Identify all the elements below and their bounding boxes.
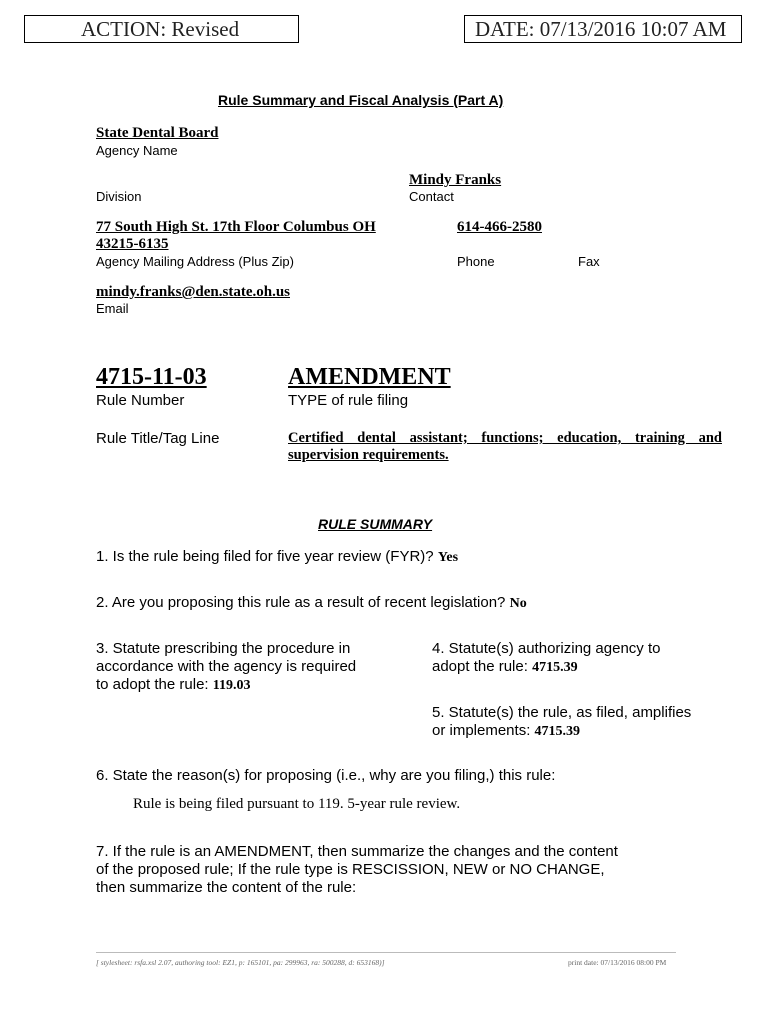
rule-title-line2: supervision requirements.: [288, 447, 449, 463]
question-7-line3: then summarize the content of the rule:: [96, 879, 357, 896]
question-4-line2: adopt the rule:: [432, 658, 528, 675]
rule-type-value: AMENDMENT: [288, 364, 451, 390]
rule-title-line1: Certified dental assistant; functions; education, training and: [288, 430, 722, 446]
question-1: [96, 548, 458, 567]
rule-type-label: TYPE of rule filing: [288, 392, 409, 409]
rule-title-label: Rule Title/Tag Line: [96, 430, 220, 447]
answer-3: 119.03: [212, 678, 251, 693]
question-5-line2: or implements:: [432, 722, 531, 739]
question-5: [432, 704, 691, 741]
answer-2: No: [509, 596, 527, 611]
answer-4: 4715.39: [532, 660, 578, 675]
question-3-line2: accordance with the agency is required: [96, 658, 357, 675]
question-7: [96, 843, 618, 897]
question-2: [96, 594, 527, 613]
question-1-text: 1. Is the rule being filed for five year review (FYR)?: [96, 548, 434, 565]
footer-print-date: print date: 07/13/2016 08:00 PM: [568, 958, 667, 967]
email-value: mindy.franks@den.state.oh.us: [96, 284, 290, 300]
rule-number-value: 4715-11-03: [96, 364, 207, 390]
contact-label: Contact: [409, 189, 454, 204]
contact-value: Mindy Franks: [409, 172, 502, 188]
address-line1: 77 South High St. 17th Floor Columbus OH: [96, 219, 376, 235]
footer-stylesheet: [ stylesheet: rsfa.xsl 2.07, authoring tool: EZ1, p: 165101, pa: 299963, ra: 500288, d: 653168)]: [96, 958, 385, 967]
question-3-line3: to adopt the rule:: [96, 676, 209, 693]
question-4-line1: 4. Statute(s) authorizing agency to: [432, 640, 661, 657]
action-box: [24, 15, 299, 43]
question-7-line1: 7. If the rule is an AMENDMENT, then summarize the changes and the content: [96, 843, 618, 860]
address-label: Agency Mailing Address (Plus Zip): [96, 254, 294, 269]
fax-label: Fax: [578, 254, 600, 269]
date-box: [464, 15, 742, 43]
rule-summary-heading: RULE SUMMARY: [318, 516, 433, 532]
question-3-line1: 3. Statute prescribing the procedure in: [96, 640, 351, 657]
email-label: Email: [96, 301, 129, 316]
address-line2: 43215-6135: [96, 236, 169, 252]
division-label: Division: [96, 189, 142, 204]
question-5-line1: 5. Statute(s) the rule, as filed, amplifies: [432, 704, 692, 721]
rule-number-label: Rule Number: [96, 392, 185, 409]
agency-name-label: Agency Name: [96, 143, 178, 158]
agency-name-value: State Dental Board: [96, 125, 219, 141]
question-4: [432, 640, 660, 677]
answer-1: Yes: [437, 550, 459, 565]
phone-label: Phone: [457, 254, 495, 269]
question-2-text: 2. Are you proposing this rule as a result of recent legislation?: [96, 594, 506, 611]
question-6: 6. State the reason(s) for proposing (i.e., why are you filing,) this rule:: [96, 767, 556, 784]
action-text: ACTION: Revised: [81, 17, 240, 41]
question-7-line2: of the proposed rule; If the rule type is RESCISSION, NEW or NO CHANGE,: [96, 861, 605, 878]
page-title: Rule Summary and Fiscal Analysis (Part A): [218, 92, 504, 108]
date-text: DATE: 07/13/2016 10:07 AM: [475, 17, 727, 41]
question-3: [96, 640, 356, 695]
answer-6: Rule is being filed pursuant to 119. 5-year rule review.: [133, 796, 461, 812]
phone-value: 614-466-2580: [457, 219, 542, 235]
answer-5: 4715.39: [534, 724, 581, 739]
footer-divider: [96, 952, 676, 953]
